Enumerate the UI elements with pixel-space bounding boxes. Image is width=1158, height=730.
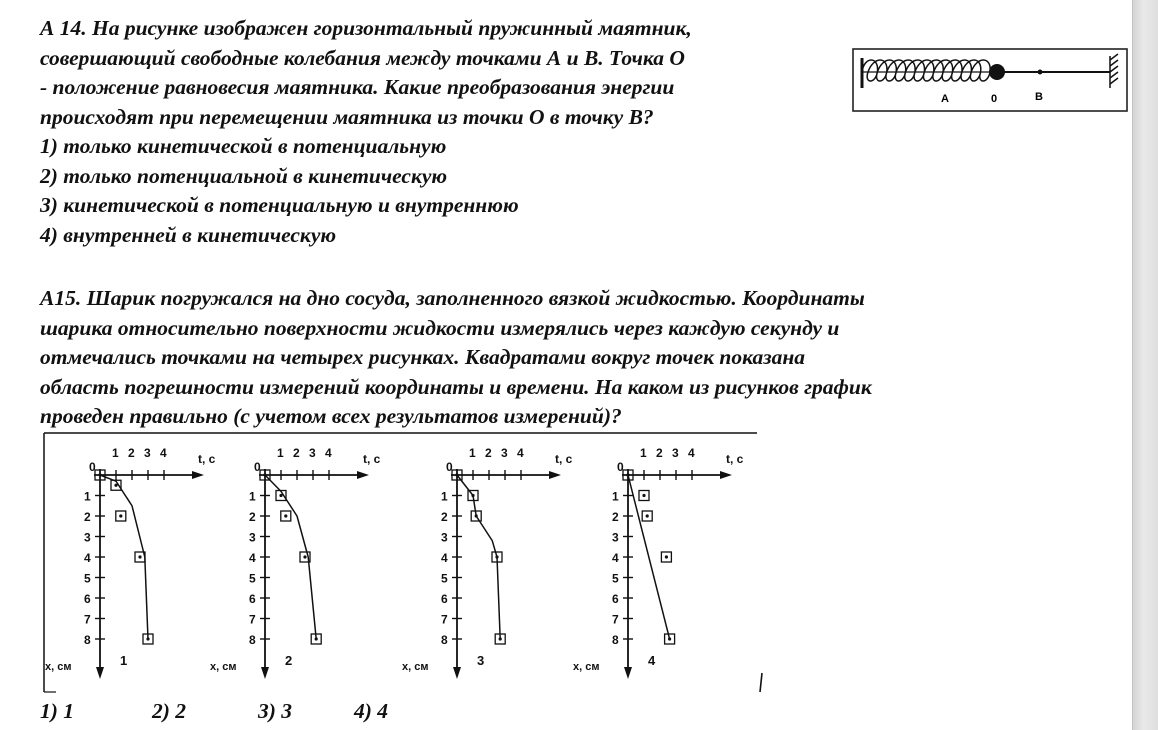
answer-2: 2) 2 bbox=[152, 699, 187, 723]
t-tick-label: 4 bbox=[517, 446, 524, 460]
text-line: область погрешности измерений координаты и времени. На каком из рисунков график bbox=[40, 374, 872, 399]
x-tick-label: 1 bbox=[612, 489, 619, 504]
x-tick-label: 8 bbox=[84, 633, 91, 647]
x-tick-label: 5 bbox=[249, 571, 256, 586]
graph-number: 3 bbox=[477, 653, 485, 668]
t-tick-label: 2 bbox=[656, 446, 663, 460]
coordinate-axis-arrow bbox=[96, 667, 104, 679]
data-point bbox=[665, 555, 668, 558]
x-tick-label: 7 bbox=[249, 612, 256, 627]
t-axis-label: t, c bbox=[363, 452, 381, 466]
answer-option: 4) внутренней в кинетическую bbox=[40, 222, 337, 247]
data-point bbox=[646, 514, 649, 517]
t-tick-label: 3 bbox=[144, 446, 151, 460]
answer-1: 1) 1 bbox=[40, 699, 75, 723]
text-line: совершающий свободные колебания между точками А и В. Точка О bbox=[40, 45, 685, 70]
data-point bbox=[119, 514, 122, 517]
data-point bbox=[303, 555, 306, 558]
spring-pendulum-figure bbox=[852, 48, 1132, 114]
t-tick-label: 2 bbox=[293, 446, 300, 460]
x-tick-label: 4 bbox=[249, 551, 256, 565]
origin-label: 0 bbox=[446, 460, 453, 474]
answer-3: 3) 3 bbox=[258, 699, 293, 723]
origin-label: 0 bbox=[617, 460, 624, 474]
time-axis-arrow bbox=[720, 471, 732, 479]
t-axis-label: t, c bbox=[726, 452, 744, 466]
x-tick-label: 3 bbox=[612, 530, 619, 545]
x-tick-label: 1 bbox=[249, 489, 256, 504]
x-tick-label: 6 bbox=[84, 592, 91, 606]
text-line: проведен правильно (с учетом всех результатов измерений)? bbox=[40, 404, 622, 428]
answer-option: 3) кинетической в потенциальную и внутреннюю bbox=[40, 193, 519, 217]
x-tick-label: 3 bbox=[441, 530, 448, 545]
t-tick-label: 3 bbox=[501, 446, 508, 460]
point-b-label: B bbox=[1035, 91, 1043, 103]
window-edge bbox=[1132, 0, 1158, 730]
t-tick-label: 1 bbox=[469, 446, 476, 460]
coordinate-axis-arrow bbox=[624, 667, 632, 679]
point-b-marker bbox=[1038, 70, 1043, 75]
x-tick-label: 4 bbox=[441, 551, 448, 565]
x-tick-label: 8 bbox=[441, 633, 448, 647]
t-tick-label: 1 bbox=[112, 446, 119, 460]
point-a-label: A bbox=[941, 93, 949, 105]
x-tick-label: 3 bbox=[249, 530, 256, 545]
graph-number: 1 bbox=[120, 653, 128, 668]
data-point bbox=[642, 494, 645, 497]
x-tick-label: 1 bbox=[84, 489, 91, 504]
text-line: А 14. На рисунке изображен горизонтальный пружинный маятник, bbox=[40, 16, 692, 40]
t-tick-label: 3 bbox=[672, 446, 679, 460]
t-tick-label: 3 bbox=[309, 446, 316, 460]
graphs-figure bbox=[0, 430, 780, 696]
text-line: происходят при перемещении маятника из точки О в точку В? bbox=[40, 104, 654, 129]
t-tick-label: 4 bbox=[160, 446, 167, 460]
t-tick-label: 2 bbox=[128, 446, 135, 460]
text-line: шарика относительно поверхности жидкости измерялись через каждую секунду и bbox=[40, 315, 840, 340]
x-tick-label: 2 bbox=[249, 510, 256, 524]
x-axis-label: x, см bbox=[210, 661, 237, 673]
x-axis-label: x, см bbox=[573, 661, 600, 673]
t-tick-label: 4 bbox=[688, 446, 695, 460]
x-axis-label: x, см bbox=[402, 661, 429, 673]
question-14-text bbox=[40, 14, 692, 250]
t-tick-label: 2 bbox=[485, 446, 492, 460]
x-tick-label: 4 bbox=[612, 551, 619, 565]
t-axis-label: t, c bbox=[198, 452, 216, 466]
x-tick-label: 6 bbox=[612, 592, 619, 606]
t-tick-label: 4 bbox=[325, 446, 332, 460]
time-axis-arrow bbox=[192, 471, 204, 479]
question-15-text bbox=[40, 284, 872, 432]
point-o-label: 0 bbox=[991, 93, 998, 105]
x-tick-label: 7 bbox=[612, 612, 619, 627]
x-tick-label: 7 bbox=[441, 612, 448, 627]
answer-option: 1) только кинетической в потенциальную bbox=[40, 134, 447, 158]
text-line: отмечались точками на четырех рисунках. Квадратами вокруг точек показана bbox=[40, 345, 806, 369]
time-axis-arrow bbox=[549, 471, 561, 479]
data-point bbox=[138, 555, 141, 558]
text-line: А15. Шарик погружался на дно сосуда, заполненного вязкой жидкостью. Координаты bbox=[40, 286, 865, 310]
x-axis-label: x, см bbox=[45, 661, 72, 673]
x-tick-label: 6 bbox=[441, 592, 448, 606]
origin-label: 0 bbox=[89, 460, 96, 474]
x-tick-label: 5 bbox=[84, 571, 91, 586]
x-tick-label: 4 bbox=[84, 551, 91, 565]
x-tick-label: 1 bbox=[441, 489, 448, 504]
x-tick-label: 5 bbox=[612, 571, 619, 586]
time-axis-arrow bbox=[357, 471, 369, 479]
x-tick-label: 8 bbox=[612, 633, 619, 647]
text-line: - положение равновесия маятника. Какие преобразования энергии bbox=[40, 75, 675, 99]
graph-curve bbox=[265, 475, 316, 639]
graph-number: 2 bbox=[285, 653, 293, 668]
x-tick-label: 2 bbox=[612, 510, 619, 524]
t-axis-label: t, c bbox=[555, 452, 573, 466]
x-tick-label: 3 bbox=[84, 530, 91, 545]
x-tick-label: 2 bbox=[441, 510, 448, 524]
origin-label: 0 bbox=[254, 460, 261, 474]
x-tick-label: 8 bbox=[249, 633, 256, 647]
answer-4: 4) 4 bbox=[354, 699, 389, 723]
x-tick-label: 7 bbox=[84, 612, 91, 627]
t-tick-label: 1 bbox=[277, 446, 284, 460]
t-tick-label: 1 bbox=[640, 446, 647, 460]
coordinate-axis-arrow bbox=[261, 667, 269, 679]
coordinate-axis-arrow bbox=[453, 667, 461, 679]
x-tick-label: 2 bbox=[84, 510, 91, 524]
graph-number: 4 bbox=[648, 653, 656, 668]
x-tick-label: 6 bbox=[249, 592, 256, 606]
data-point bbox=[284, 514, 287, 517]
answer-option: 2) только потенциальной в кинетическую bbox=[40, 163, 448, 188]
x-tick-label: 5 bbox=[441, 571, 448, 586]
